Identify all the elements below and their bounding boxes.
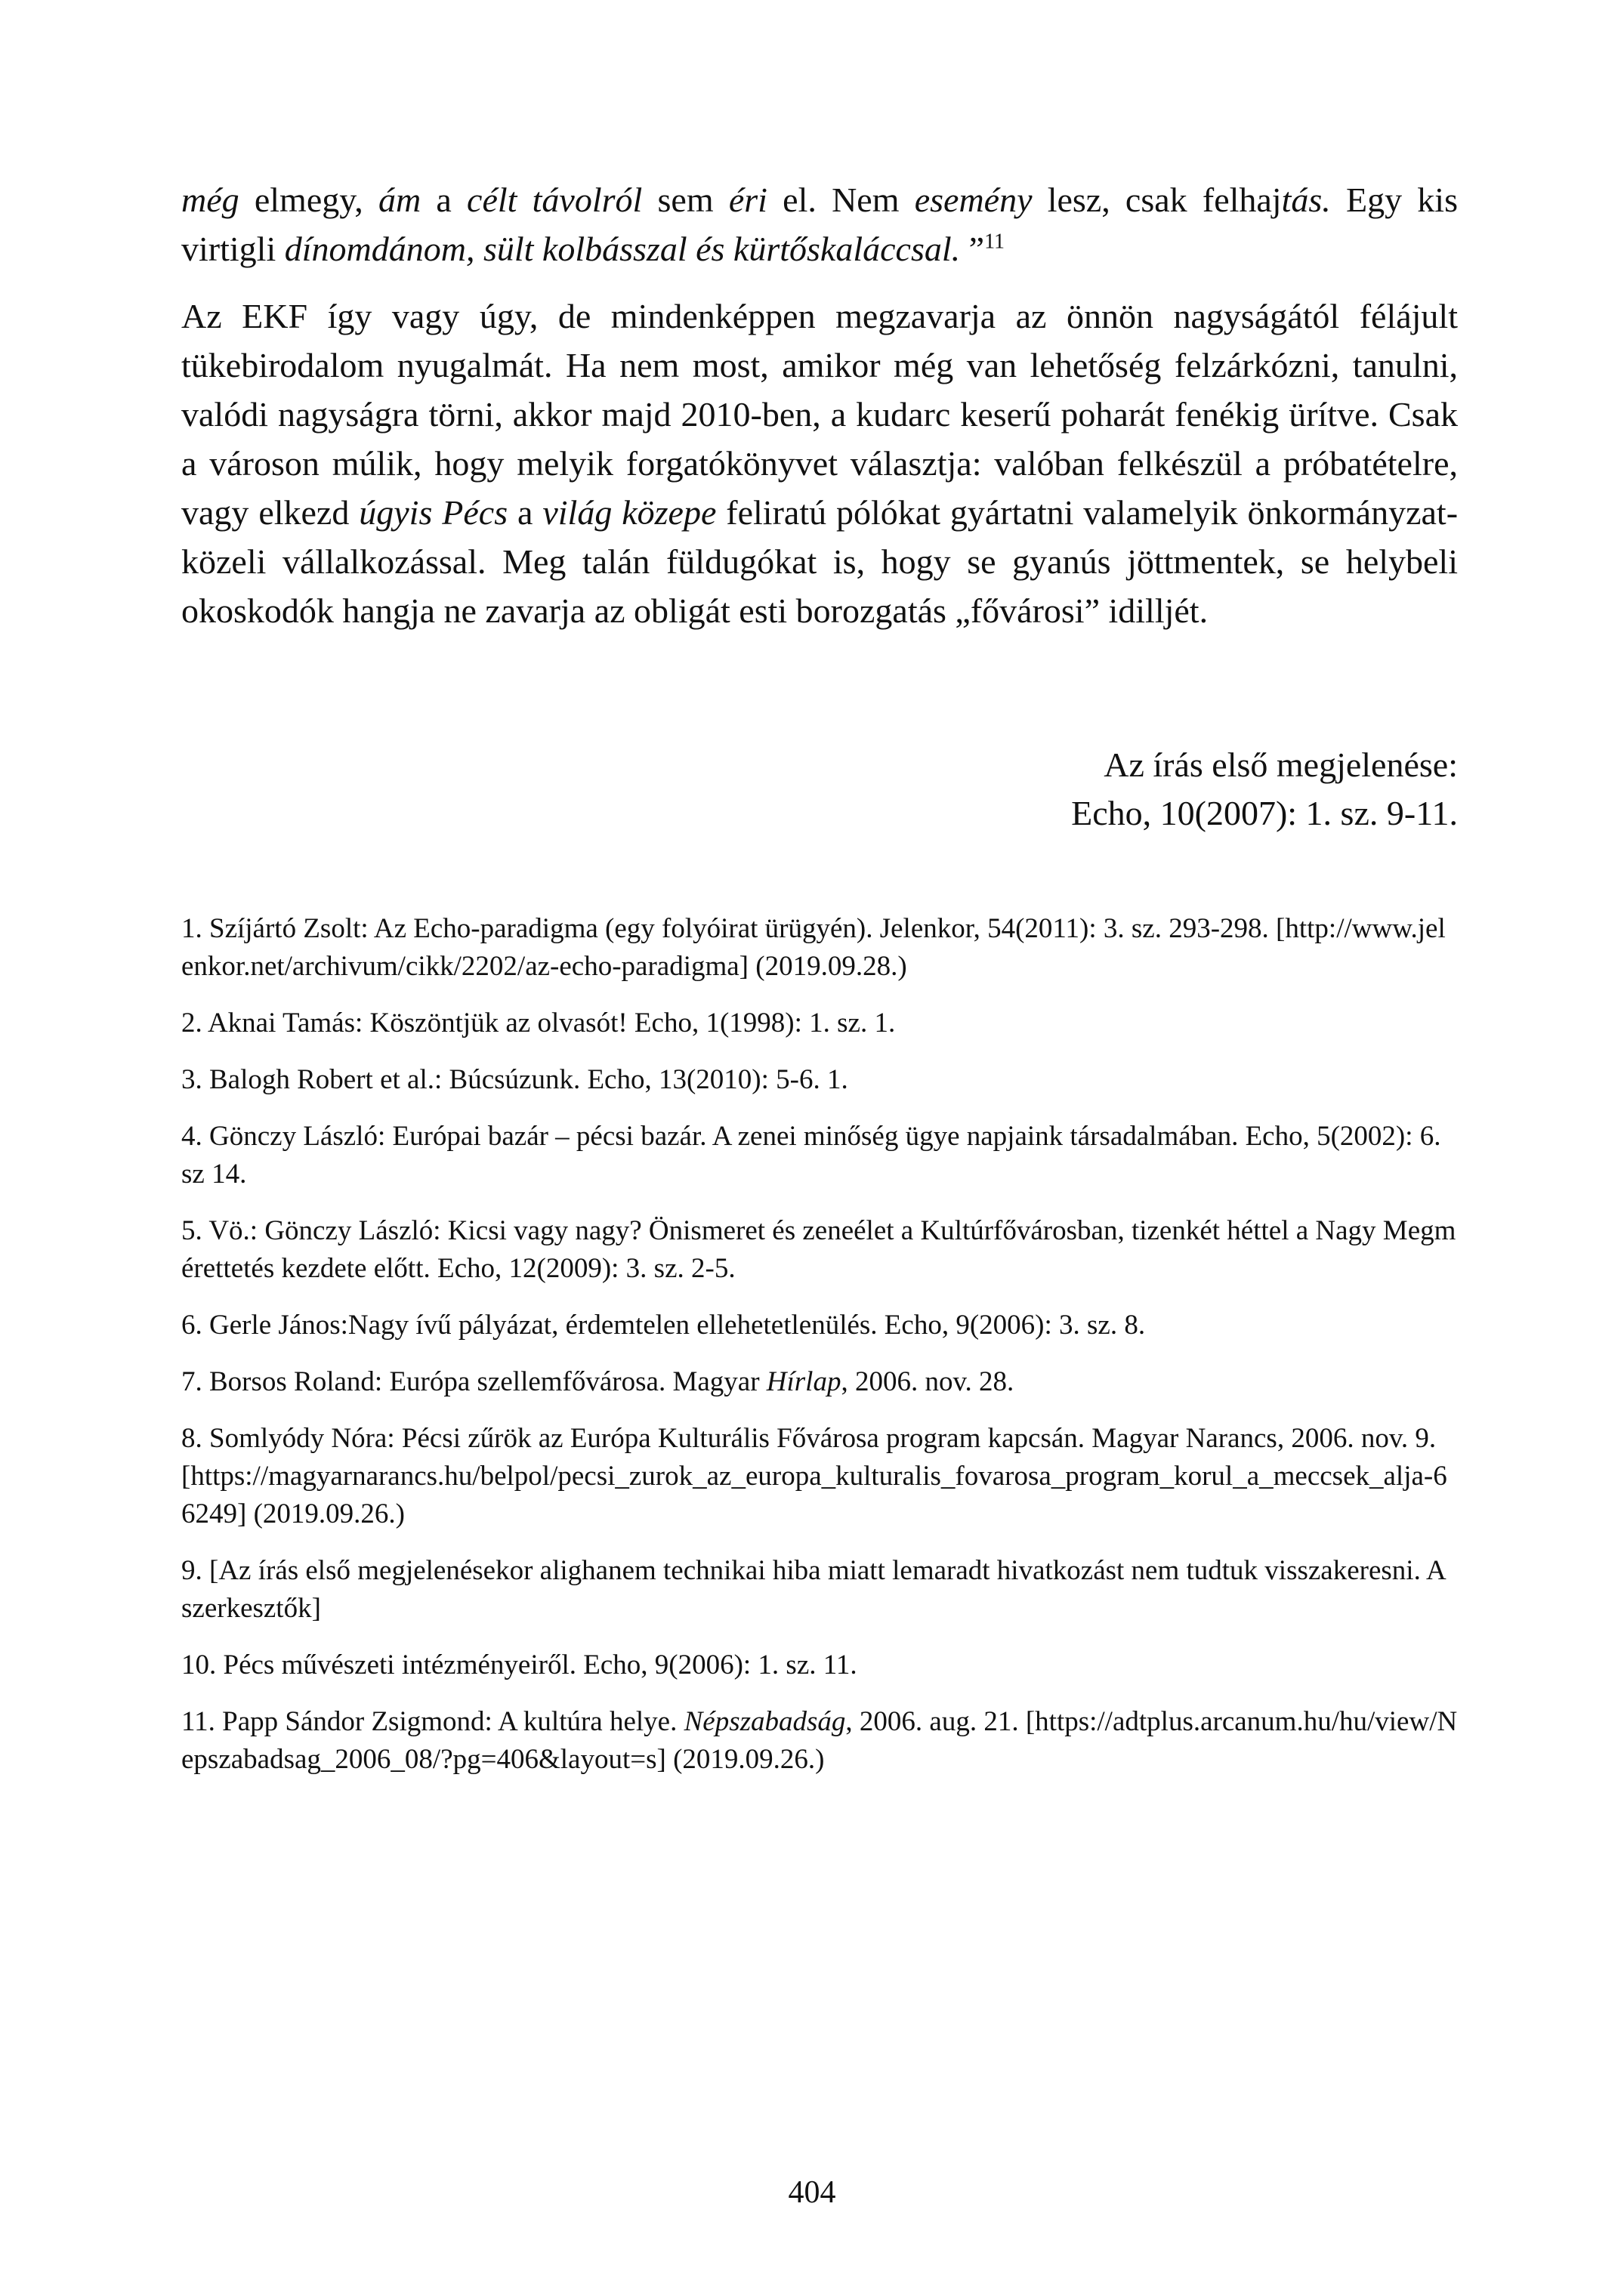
italic-text: tás. bbox=[1281, 181, 1331, 219]
text-run: , 2006. aug. 21. [https://adtplus.arcanum.hu/hu/view/Nepszabadsag_2006_08/?pg=406&layout=s] (2019.09.26.) bbox=[181, 1706, 1458, 1775]
footnote-9: 9. [Az írás első megjelenésekor alighanem technikai hiba miatt lemaradt hivatkozást nem tudtuk visszakeresni. A szerkesztők] bbox=[181, 1555, 1445, 1624]
footnote-5: 5. Vö.: Gönczy László: Kicsi vagy nagy? Önismeret és zeneélet a Kultúrfővárosban, tizenkét héttel a Nagy Megmérettetés kezdete előtt. Echo, 12(2009): 3. sz. 2-5. bbox=[181, 1215, 1456, 1284]
source-line-1: Az írás első megjelenése: bbox=[1104, 745, 1458, 784]
footnote-11 bbox=[181, 1703, 1458, 1779]
text-run: ” bbox=[960, 230, 985, 268]
footnote-8: 8. Somlyódy Nóra: Pécsi zűrök az Európa Kulturális Fővárosa program kapcsán. Magyar Narancs, 2006. nov. 9. [https://magyarnarancs.hu/belpol/pecsi_zurok_az_europa_kulturalis_fovarosa_program_korul_a_meccsek_alja-66249] (2019.09.26.) bbox=[181, 1423, 1447, 1529]
page-content bbox=[181, 175, 1458, 1798]
footnote-7 bbox=[181, 1363, 1458, 1401]
text-run: , 2006. nov. 28. bbox=[841, 1366, 1014, 1397]
footnote-reference: 11 bbox=[984, 230, 1005, 254]
text-run: sem bbox=[642, 181, 729, 219]
text-run: 11. Papp Sándor Zsigmond: A kultúra helye. bbox=[181, 1706, 684, 1737]
text-run: elmegy, bbox=[239, 181, 378, 219]
text-run: a bbox=[508, 493, 543, 532]
footnote-4: 4. Gönczy László: Európai bazár – pécsi bazár. A zenei minőség ügye napjaink társadalmában. Echo, 5(2002): 6. sz 14. bbox=[181, 1121, 1441, 1190]
italic-text: dínomdánom, sült kolbásszal és kürtőskaláccsal. bbox=[284, 230, 961, 268]
footnote-10: 10. Pécs művészeti intézményeiről. Echo, 9(2006): 1. sz. 11. bbox=[181, 1650, 857, 1680]
footnote-6: 6. Gerle János:Nagy ívű pályázat, érdemtelen ellehetetlenülés. Echo, 9(2006): 3. sz. 8. bbox=[181, 1310, 1146, 1341]
italic-text: még bbox=[181, 181, 239, 219]
italic-text: esemény bbox=[914, 181, 1033, 219]
italic-text: világ közepe bbox=[542, 493, 717, 532]
italic-text: Népszabadság bbox=[684, 1706, 846, 1737]
source-line-2: Echo, 10(2007): 1. sz. 9-11. bbox=[1071, 794, 1458, 832]
page-number: 404 bbox=[788, 2175, 836, 2210]
text-run: el. Nem bbox=[767, 181, 915, 219]
text-run: feliratú pólókat gyártatni valamelyik önkormányzat-közeli vállalkozással. Meg talán füldugókat is, hogy se gyanús jöttmentek, se helybeli okoskodók hangja ne zavarja az obligát esti borozgatás „fővárosi” idilljét. bbox=[181, 493, 1459, 630]
italic-text: ám bbox=[378, 181, 421, 219]
italic-text: úgyis Pécs bbox=[359, 493, 508, 532]
footnote-1: 1. Szíjártó Zsolt: Az Echo-paradigma (egy folyóirat ürügyén). Jelenkor, 54(2011): 3. sz. 293-298. [http://www.jelenkor.net/archivum/cikk/2202/az-echo-paradigma] (2019.09.28.) bbox=[181, 913, 1446, 982]
italic-text: célt távolról bbox=[467, 181, 643, 219]
text-run: Az EKF így vagy úgy, de mindenképpen megzavarja az önnön nagyságától félájult tükebirodalom nyugalmát. Ha nem most, amikor még van lehetőség felzárkózni, tanulni, valódi nagyságra törni, akkor majd 2010-ben, a kudarc keserű poharát fenékig ürítve. Csak a városon múlik, hogy melyik forgatókönyvet választja: valóban felkészül a próbatételre, vagy elkezd bbox=[181, 297, 1458, 532]
first-publication-note bbox=[181, 741, 1458, 838]
main-paragraph bbox=[181, 292, 1458, 635]
italic-text: éri bbox=[728, 181, 767, 219]
footnote-2: 2. Aknai Tamás: Köszöntjük az olvasót! Echo, 1(1998): 1. sz. 1. bbox=[181, 1008, 896, 1038]
text-run: lesz, csak felhaj bbox=[1032, 181, 1282, 219]
footnotes bbox=[181, 910, 1458, 1779]
footnote-3: 3. Balogh Robert et al.: Búcsúzunk. Echo, 13(2010): 5-6. 1. bbox=[181, 1064, 848, 1095]
text-run: a bbox=[421, 181, 468, 219]
text-run: Egy kis virtigli bbox=[181, 181, 1458, 268]
italic-text: Hírlap bbox=[766, 1366, 841, 1397]
text-run: 7. Borsos Roland: Európa szellemfővárosa. Magyar bbox=[181, 1366, 767, 1397]
quote-paragraph bbox=[181, 175, 1458, 273]
